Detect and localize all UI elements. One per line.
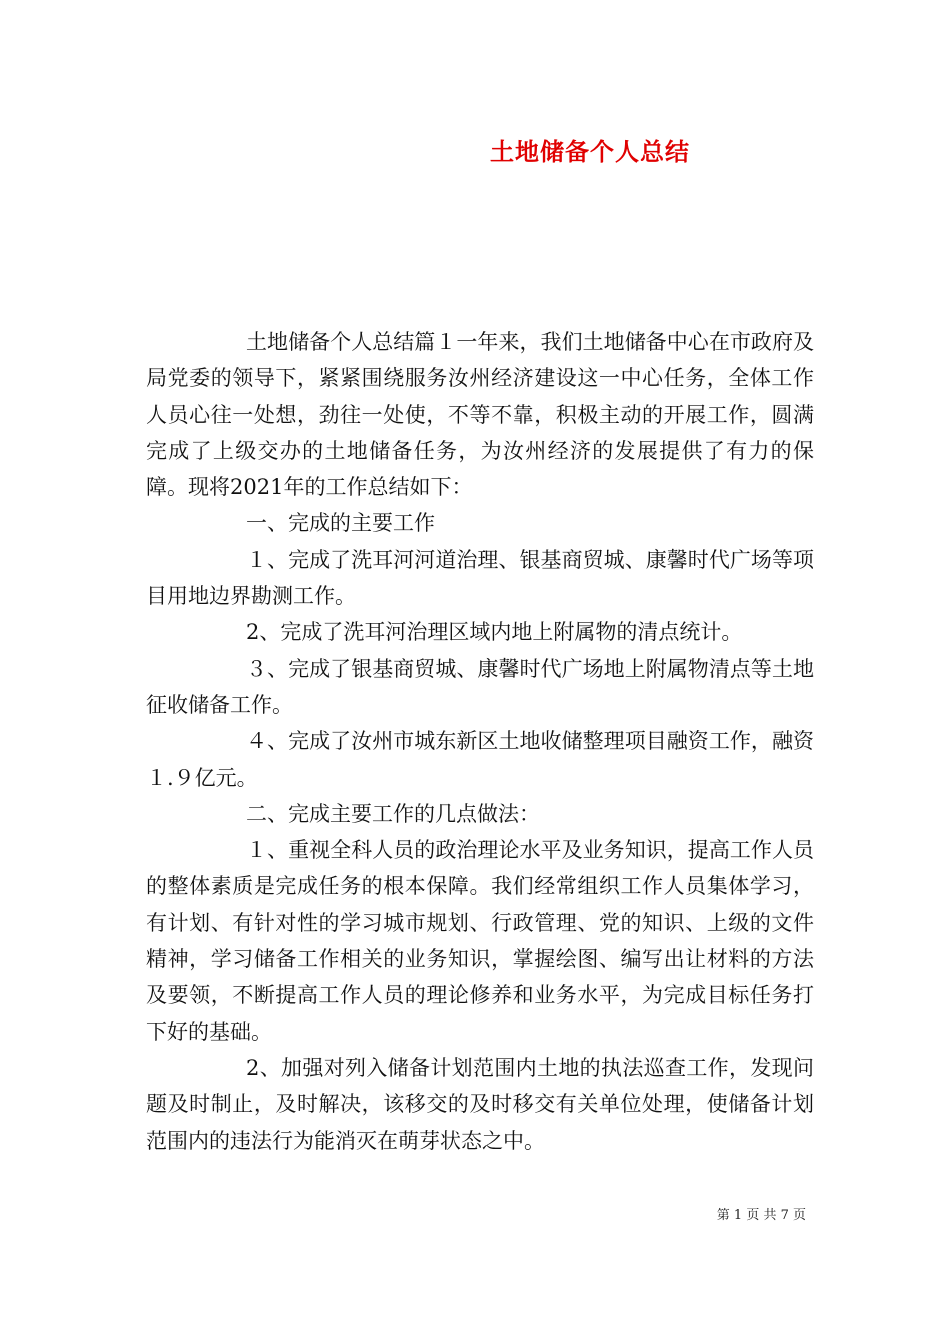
section-heading-2: 二、完成主要工作的几点做法： (246, 801, 540, 826)
paragraph-item-1: １、完成了洗耳河河道治理、银基商贸城、康馨时代广场等项目用地边界勘测工作。 (146, 547, 814, 609)
paragraph-item-2: 2、完成了洗耳河治理区域内地上附属物的清点统计。 (246, 620, 743, 645)
paragraph-item-3: ３、完成了银基商贸城、康馨时代广场地上附属物清点等土地征收储备工作。 (146, 656, 814, 717)
paragraph-intro: 土地储备个人总结篇１一年来，我们土地储备中心在市政府及局党委的领导下，紧紧围绕服务汝州经济建设这一中心任务，全体工作人员心往一处想，劲往一处使，不等不靠，积极主动的开展工作，圆满完成了上级交办的土地储备任务，为汝州经济的发展提供了有力的保障。现将2021年的工作总结如下： (146, 330, 814, 500)
page-number: 第 1 页 共 7 页 (716, 1208, 806, 1223)
document-body (146, 324, 814, 1159)
paragraph-method-2: 2、加强对列入储备计划范围内土地的执法巡查工作，发现问题及时制止，及时解决，该移交的及时移交有关单位处理，使储备计划范围内的违法行为能消灭在萌芽状态之中。 (146, 1055, 814, 1153)
paragraph-item-4: ４、完成了汝州市城东新区土地收储整理项目融资工作，融资１.９亿元。 (146, 729, 814, 790)
paragraph-method-1: １、重视全科人员的政治理论水平及业务知识，提高工作人员的整体素质是完成任务的根本保障。我们经常组织工作人员集体学习，有计划、有针对性的学习城市规划、行政管理、党的知识、上级的文件精神，学习储备工作相关的业务知识，掌握绘图、编写出让材料的方法及要领，不断提高工作人员的理论修养和业务水平，为完成目标任务打下好的基础。 (146, 838, 814, 1044)
section-heading-1: 一、完成的主要工作 (246, 511, 435, 536)
document-title: 土地储备个人总结 (490, 137, 690, 166)
